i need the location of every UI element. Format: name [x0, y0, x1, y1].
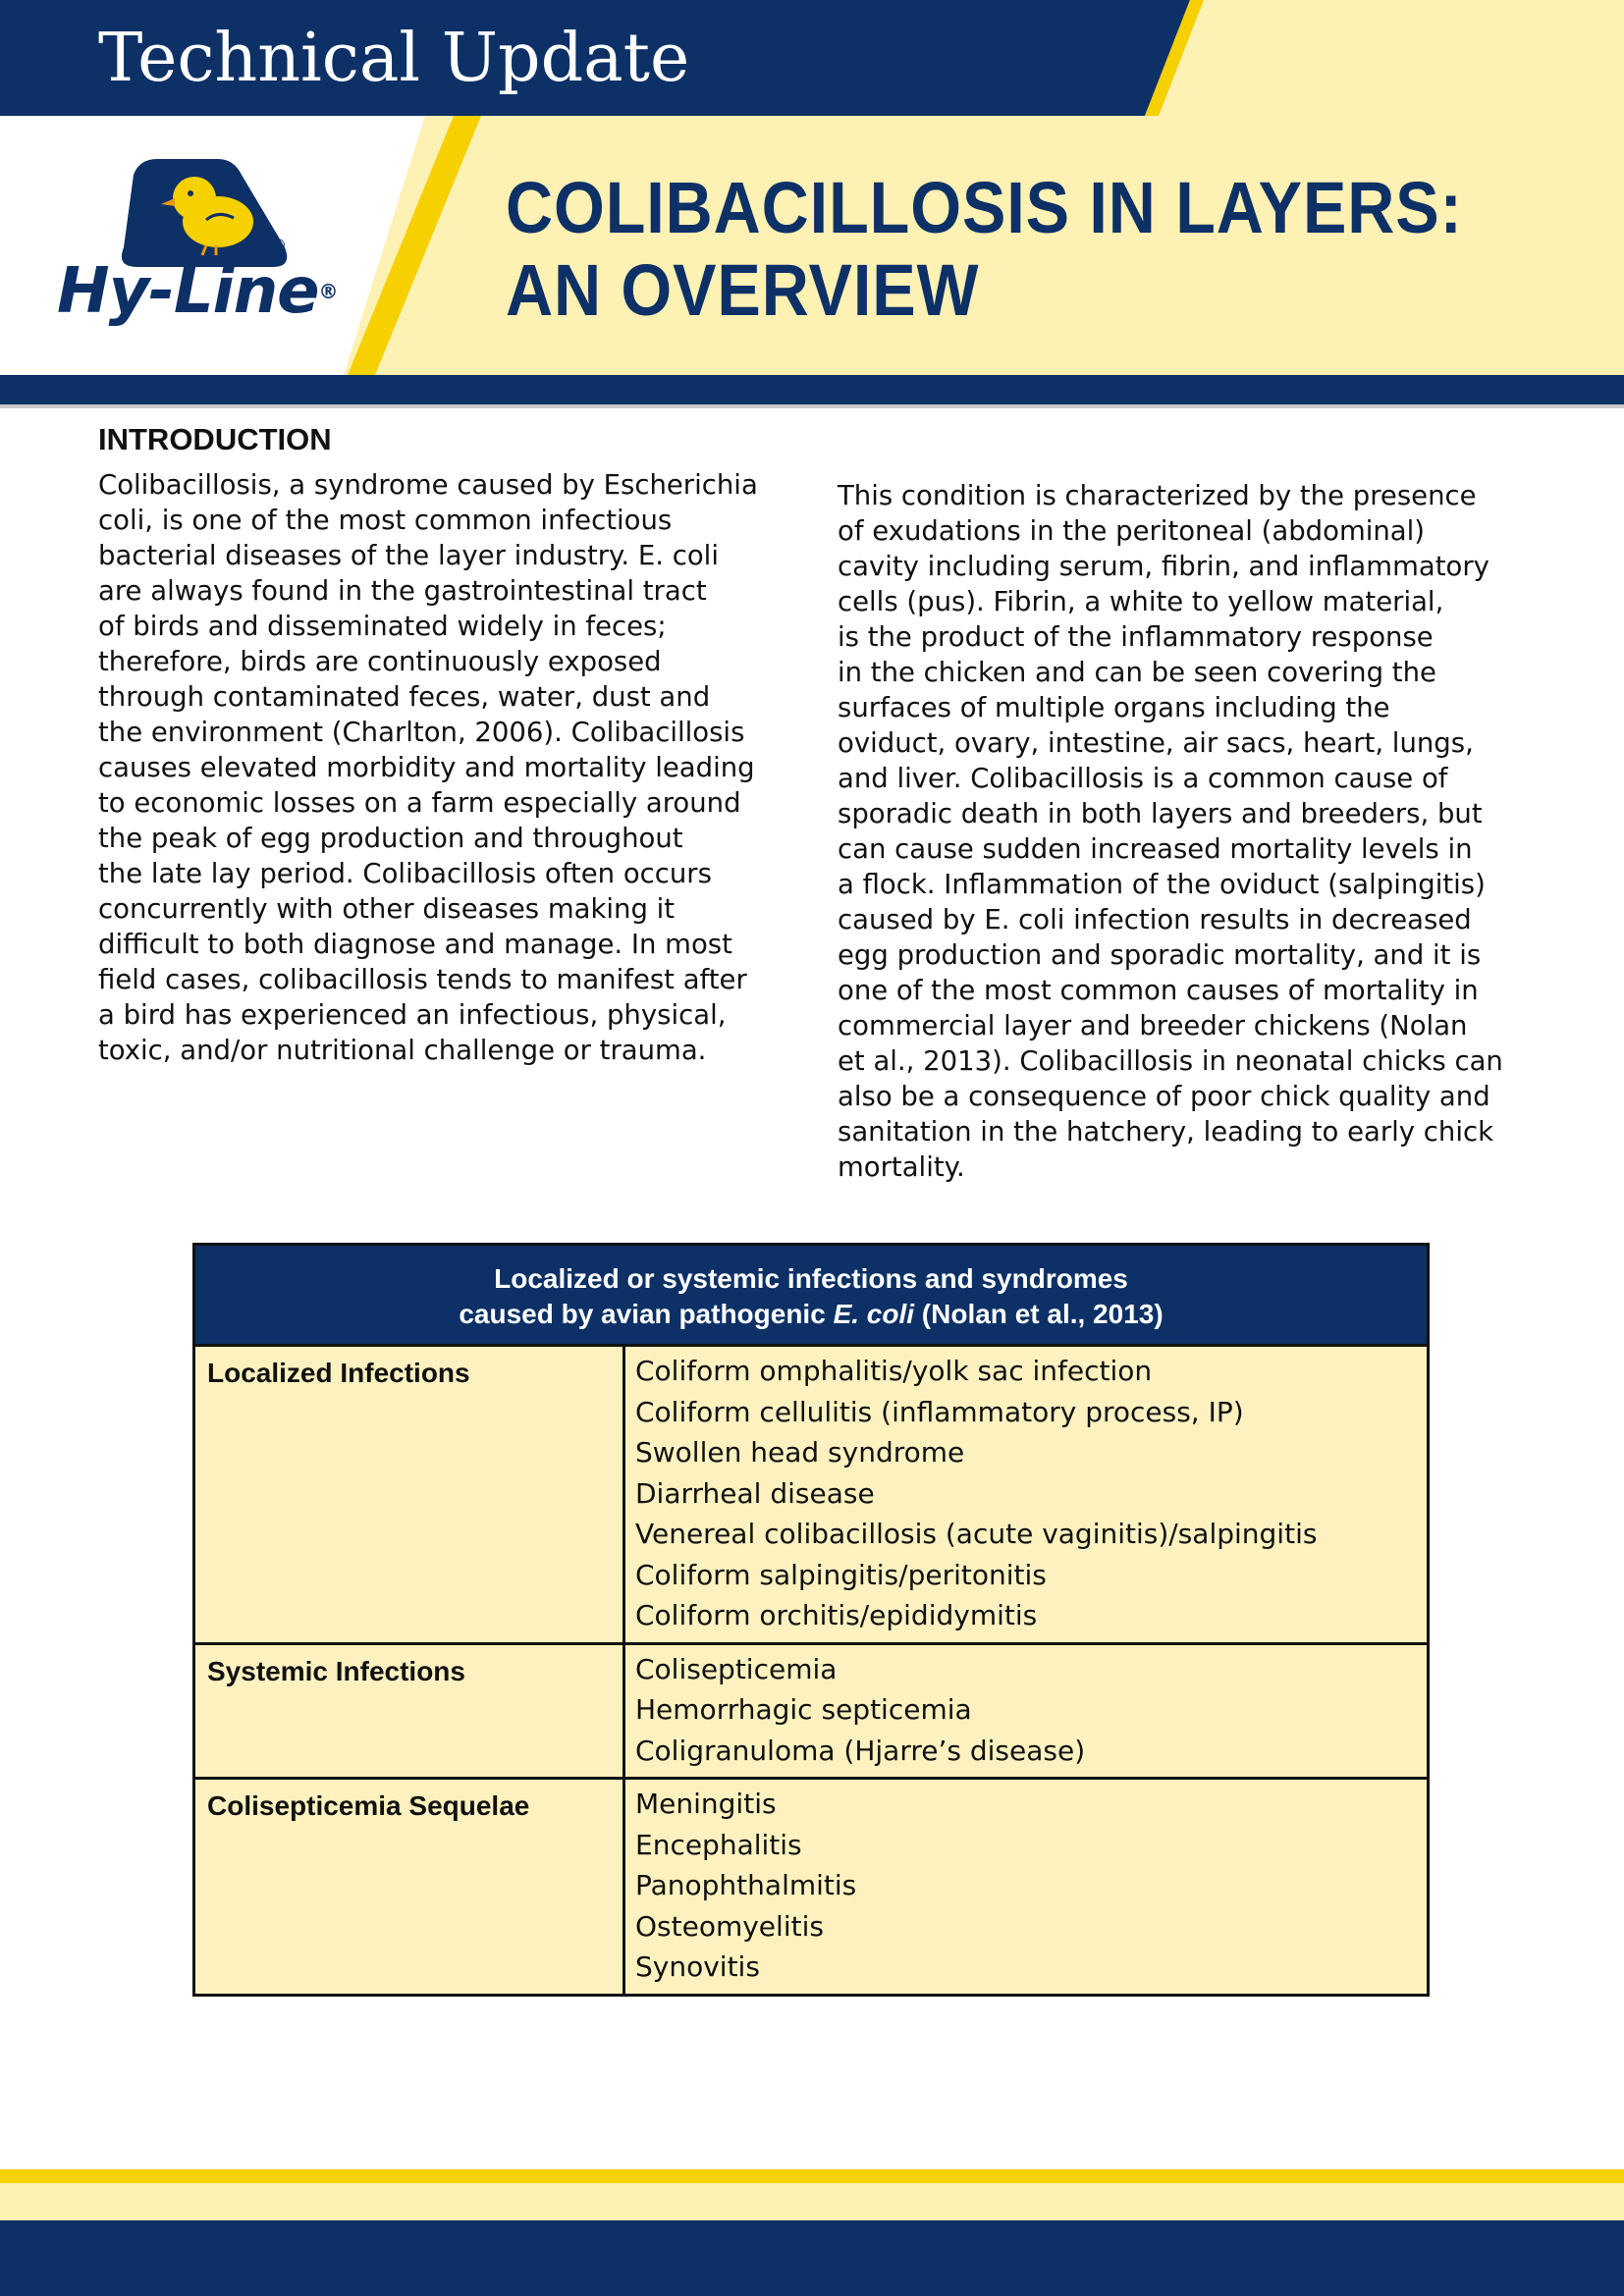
intro-heading: INTRODUCTION — [98, 422, 332, 456]
paragraph-line: to economic losses on a farm especially around — [98, 787, 741, 819]
paragraph-line: is the product of the inflammatory response — [838, 621, 1434, 653]
table-category-cell: Localized Infections — [195, 1347, 625, 1642]
table-item: Synovitis — [635, 1950, 760, 1983]
page-title-line-2: AN OVERVIEW — [506, 249, 980, 331]
paragraph-line: egg production and sporadic mortality, and it is — [838, 939, 1482, 971]
table-row — [195, 1347, 1427, 1645]
caption-text-post: (Nolan et al., 2013) — [914, 1299, 1164, 1329]
registered-mark: ® — [318, 280, 338, 303]
paragraph-line: in the chicken and can be seen covering the — [838, 657, 1436, 688]
table-item: Coliform cellulitis (inflammatory process, IP) — [635, 1395, 1244, 1428]
chick-icon — [147, 161, 265, 259]
paragraph-line: sporadic death in both layers and breeders, but — [838, 798, 1483, 829]
table-row — [195, 1645, 1427, 1781]
logo-registered-mark: ® — [271, 236, 287, 254]
paragraph-line: Colibacillosis, a syndrome caused by Escherichia — [98, 469, 758, 501]
paragraph-line: the peak of egg production and throughout — [98, 823, 683, 854]
table-item: Coliform orchitis/epididymitis — [635, 1599, 1038, 1631]
paragraph-line: and liver. Colibacillosis is a common cause of — [838, 763, 1448, 794]
paragraph-line: toxic, and/or nutritional challenge or trauma. — [98, 1035, 707, 1066]
table-caption-line-2 — [205, 1297, 1417, 1332]
paragraph-line: therefore, birds are continuously exposed — [98, 646, 662, 677]
brand-name-text: Hy-Line — [57, 255, 319, 328]
brand-name — [57, 257, 338, 326]
table-row — [195, 1780, 1427, 1994]
caption-text-species: E. coli — [833, 1299, 915, 1329]
paragraph-line: commercial layer and breeder chickens (Nolan — [838, 1010, 1468, 1041]
paragraph-line: caused by E. coli infection results in decreased — [838, 904, 1472, 935]
table-item: Swollen head syndrome — [635, 1436, 965, 1468]
paragraph-line: a bird has experienced an infectious, physical, — [98, 999, 727, 1031]
paragraph-line: surfaces of multiple organs including the — [838, 692, 1390, 723]
caption-text-pre: caused by avian pathogenic — [459, 1299, 834, 1329]
paragraph-line: through contaminated feces, water, dust and — [98, 681, 711, 713]
intro-paragraph-left — [98, 467, 785, 1068]
table-caption-line-1: Localized or systemic infections and syndromes — [494, 1263, 1128, 1294]
paragraph-line: mortality. — [838, 1151, 965, 1183]
table-items-cell — [625, 1347, 1427, 1642]
table-category-cell: Systemic Infections — [195, 1645, 625, 1778]
paragraph-line: can cause sudden increased mortality levels in — [838, 833, 1473, 865]
paragraph-line: concurrently with other diseases making it — [98, 893, 676, 925]
table-item: Hemorrhagic septicemia — [635, 1693, 972, 1726]
table-item: Panophthalmitis — [635, 1869, 857, 1901]
intro-paragraph-right — [838, 478, 1525, 1185]
footer-yellow-stripe — [0, 2169, 1624, 2183]
paragraph-line: This condition is characterized by the presence — [838, 480, 1477, 511]
paragraph-line: bacterial diseases of the layer industry. E. coli — [98, 540, 719, 571]
infections-table — [192, 1243, 1430, 1997]
page-title-line-1: COLIBACILLOSIS IN LAYERS: — [506, 167, 1463, 248]
paragraph-line: cells (pus). Fibrin, a white to yellow material, — [838, 586, 1444, 617]
table-items-cell — [625, 1780, 1427, 1994]
page-title — [506, 167, 1463, 332]
paragraph-line: field cases, colibacillosis tends to manifest after — [98, 964, 747, 995]
paragraph-line: cavity including serum, fibrin, and inflammatory — [838, 551, 1489, 582]
table-category-cell: Colisepticemia Sequelae — [195, 1780, 625, 1994]
paragraph-line: are always found in the gastrointestinal tract — [98, 575, 707, 607]
paragraph-line: difficult to both diagnose and manage. In most — [98, 929, 732, 960]
paragraph-line: the late lay period. Colibacillosis often occurs — [98, 858, 712, 889]
table-caption — [195, 1246, 1427, 1347]
footer-cream-stripe — [0, 2183, 1624, 2220]
table-body — [195, 1347, 1427, 1994]
paragraph-line: causes elevated morbidity and mortality leading — [98, 752, 755, 783]
paragraph-line: coli, is one of the most common infectious — [98, 505, 673, 536]
paragraph-line: oviduct, ovary, intestine, air sacs, heart, lungs, — [838, 727, 1474, 759]
paragraph-line: one of the most common causes of mortality in — [838, 975, 1479, 1006]
table-item: Venereal colibacillosis (acute vaginitis)/salpingitis — [635, 1518, 1318, 1550]
paragraph-line: also be a consequence of poor chick quality and — [838, 1081, 1490, 1112]
table-item: Diarrheal disease — [635, 1476, 875, 1510]
paragraph-line: of birds and disseminated widely in feces; — [98, 611, 667, 642]
paragraph-line: of exudations in the peritoneal (abdominal) — [838, 515, 1426, 547]
table-items-cell — [625, 1645, 1427, 1778]
footer-navy-bar — [0, 2220, 1624, 2296]
paragraph-line: sanitation in the hatchery, leading to early chick — [838, 1116, 1494, 1148]
table-item: Coliform salpingitis/peritonitis — [635, 1558, 1047, 1591]
document-type-banner: Technical Update — [98, 20, 690, 97]
table-item: Coligranuloma (Hjarre’s disease) — [635, 1734, 1086, 1767]
table-item: Colisepticemia — [635, 1652, 838, 1685]
paragraph-line: et al., 2013). Colibacillosis in neonatal chicks can — [838, 1045, 1503, 1077]
paragraph-line: the environment (Charlton, 2006). Colibacillosis — [98, 717, 745, 748]
table-item: Osteomyelitis — [635, 1909, 824, 1943]
table-item: Coliform omphalitis/yolk sac infection — [635, 1355, 1153, 1387]
paragraph-line: a flock. Inflammation of the oviduct (salpingitis) — [838, 869, 1486, 900]
table-item: Encephalitis — [635, 1828, 802, 1861]
table-item: Meningitis — [635, 1788, 777, 1820]
